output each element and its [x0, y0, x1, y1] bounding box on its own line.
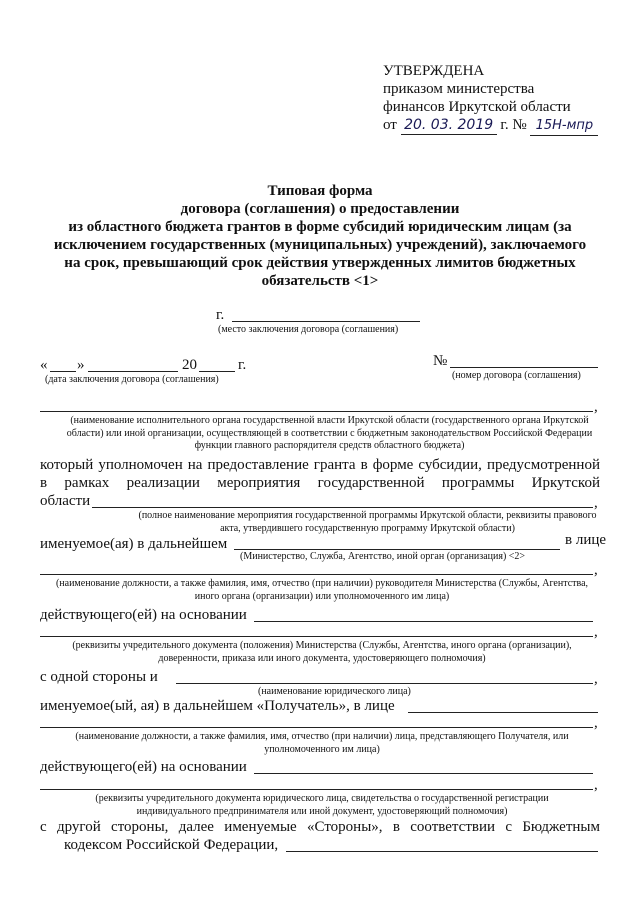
charter-field-line	[40, 636, 593, 637]
date-close-quote: »	[77, 357, 85, 373]
recipient-docs-caption: (реквизиты учредительного документа юридического лица, свидетельства о государственной регистрации индивидуального предпринимателя или иной документ, удостоверяющий полномочия)	[95, 793, 549, 817]
date-year-line	[199, 371, 235, 372]
date-month-line	[88, 371, 178, 372]
place-field-line	[232, 321, 420, 322]
position-comma: ,	[594, 562, 598, 578]
recipient-person-field-line	[40, 727, 593, 728]
paragraph-1-line-2: в рамках реализации мероприятия государственной программы Иркутской	[40, 475, 600, 491]
title-line-4: исключением государственных (муниципальных) учреждений), заключаемого	[53, 237, 587, 253]
final-field-line	[286, 851, 598, 852]
title-line-5: на срок, превышающий срок действия утвержденных лимитов бюджетных	[64, 255, 576, 271]
date-caption: (дата заключения договора (соглашения)	[45, 374, 219, 385]
recipient-field-line	[408, 712, 598, 713]
approval-date-row	[383, 116, 598, 136]
approval-order-line: приказом министерства	[383, 81, 535, 97]
recipient-docs-field-line	[40, 789, 593, 790]
approval-number-handwritten: 15Н-мпр	[530, 117, 598, 136]
legal-entity-comma: ,	[594, 671, 598, 687]
program-caption: (полное наименование мероприятия государственной программы Иркутской области, реквизиты правового акта, утвердившего государственную программу Иркутской области)	[138, 510, 597, 534]
place-g-label: г.	[216, 307, 225, 323]
org-caption: (наименование исполнительного органа государственной власти Иркутской области (государственного органа Иркутской области) или иной организации, осуществляющей в соответствии с бюджетным законодательством Российской Федерации функции главного распорядителя средств областного бюджета)	[66, 415, 593, 451]
named-recipient-label: именуемое(ый, ая) в дальнейшем «Получатель», в лице	[40, 698, 395, 714]
recipient-person-caption: (наименование должности, а также фамилия, имя, отчество (при наличии) лица, представляющего Получателя, или уполномоченного им лица)	[75, 731, 569, 755]
org-field-line	[40, 411, 593, 412]
number-sign: №	[433, 353, 448, 369]
ministry-caption: (Министерство, Служба, Агентство, иной орган (организация) <2>	[240, 551, 526, 562]
recipient-docs-comma: ,	[594, 777, 598, 793]
final-line-2: кодексом Российской Федерации,	[64, 837, 279, 853]
number-caption: (номер договора (соглашения)	[452, 370, 581, 381]
approval-heading: УТВЕРЖДЕНА	[383, 63, 485, 79]
place-caption: (место заключения договора (соглашения)	[218, 324, 399, 335]
paragraph-1-line-3: области	[40, 493, 91, 509]
acting-field-line-1	[254, 621, 593, 622]
paragraph-1-line-1: который уполномочен на предоставление гранта в форме субсидии, предусмотренной	[40, 457, 600, 473]
document-title	[20, 182, 620, 290]
date-year-prefix: 20	[182, 357, 197, 373]
org-comma: ,	[594, 399, 598, 415]
position-field-line	[40, 574, 593, 575]
ministry-field-line	[234, 549, 560, 550]
number-field-line	[450, 367, 598, 368]
charter-caption: (реквизиты учредительного документа (положения) Министерства (Службы, Агентства, иного органа (организации), доверенности, приказа или иного документа, удостоверяющего полномочия)	[72, 640, 572, 664]
date-day-line	[50, 371, 76, 372]
position-caption: (наименование должности, а также фамилия, имя, отчество (при наличии) руководителя Министерства (Службы, Агентства, иного органа (организации) или уполномоченного им лица)	[55, 578, 589, 602]
recipient-person-comma: ,	[594, 715, 598, 731]
final-line-1: с другой стороны, далее именуемые «Стороны», в соответствии с Бюджетным	[40, 819, 600, 835]
legal-entity-caption: (наименование юридического лица)	[258, 686, 411, 697]
title-line-1: Типовая форма	[267, 183, 373, 199]
date-open-quote: «	[40, 357, 48, 373]
acting-label-2: действующего(ей) на основании	[40, 759, 247, 775]
one-side-label: с одной стороны и	[40, 669, 158, 685]
acting-field-line-2	[254, 773, 593, 774]
title-line-3: из областного бюджета грантов в форме субсидий юридическим лицам (за	[68, 219, 572, 235]
title-line-2: договора (соглашения) о предоставлении	[180, 201, 460, 217]
date-year-suffix: г.	[238, 357, 247, 373]
approval-ministry-line: финансов Иркутской области	[383, 99, 571, 115]
acting-label-1: действующего(ей) на основании	[40, 607, 247, 623]
title-line-6: обязательств <1>	[261, 273, 379, 289]
charter-comma: ,	[594, 624, 598, 640]
approval-date-handwritten: 20. 03. 2019	[401, 116, 497, 135]
legal-entity-field-line	[176, 683, 593, 684]
program-field-line	[92, 507, 593, 508]
approval-number-label: г. №	[500, 117, 527, 133]
named-as-label: именуемое(ая) в дальнейшем	[40, 536, 228, 552]
approval-ot-label: от	[383, 117, 397, 133]
program-comma: ,	[594, 495, 598, 511]
in-person-label: в лице	[565, 532, 607, 548]
